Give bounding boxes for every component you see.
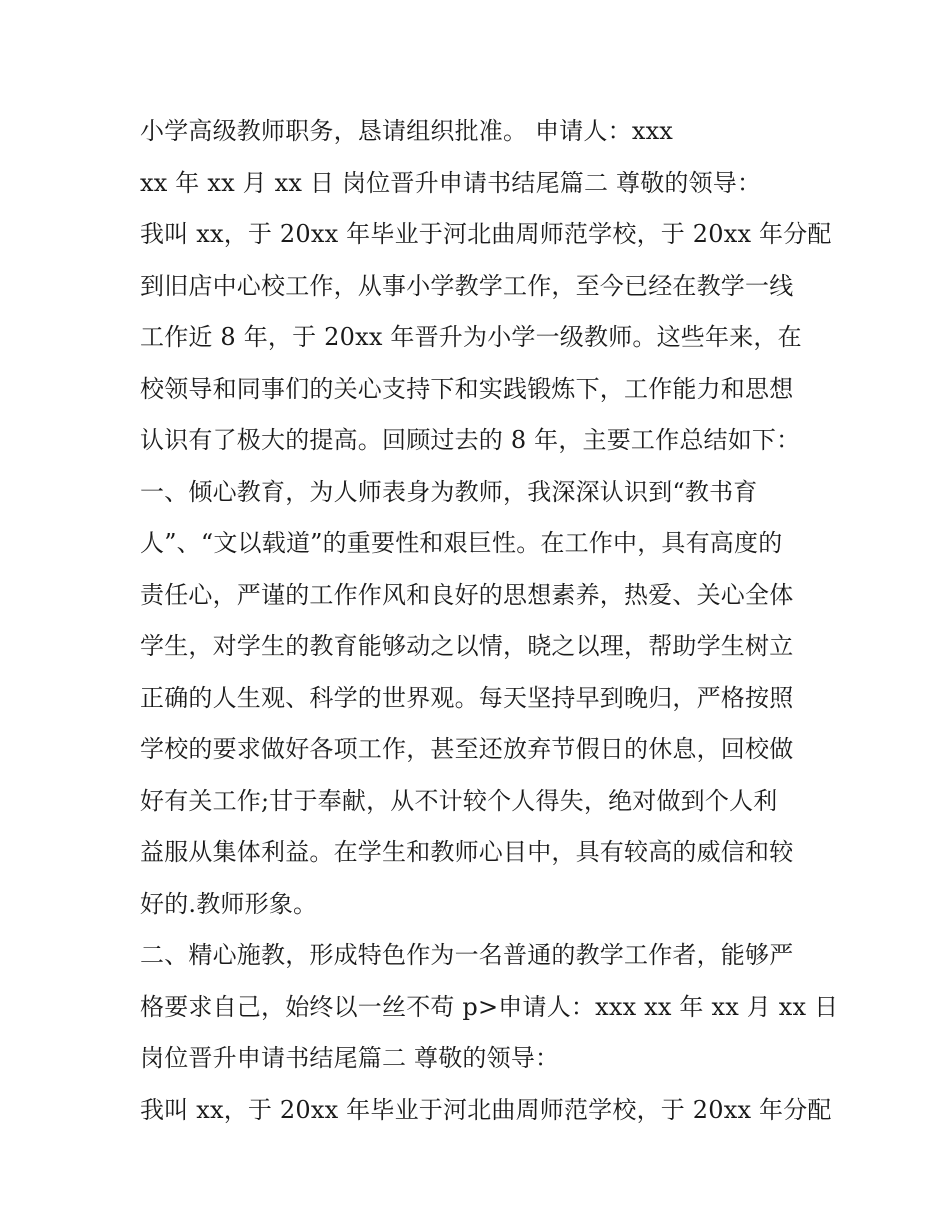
text-line-17: 二、精心施教，形成特色作为一名普通的教学工作者，能够严 xyxy=(140,941,794,969)
text-line-4: 到旧店中心校工作，从事小学教学工作，至今已经在教学一线 xyxy=(140,271,794,300)
text-line-16: 好的.教师形象。 xyxy=(140,889,318,918)
text-line-6: 校领导和同事们的关心支持下和实践锻炼下，工作能力和思想 xyxy=(140,374,794,403)
text-line-1: 小学高级教师职务，恳请组织批准。 申请人：xxx xyxy=(140,117,674,145)
text-line-5: 工作近 8 年，于 20xx 年晋升为小学一级教师。这些年来，在 xyxy=(140,323,802,351)
document-body xyxy=(140,106,839,1136)
text-line-12: 正确的人生观、科学的世界观。每天坚持早到晚归，严格按照 xyxy=(140,683,794,712)
text-line-20: 我叫 xx，于 20xx 年毕业于河北曲周师范学校，于 20xx 年分配 xyxy=(140,1095,832,1124)
text-line-3: 我叫 xx，于 20xx 年毕业于河北曲周师范学校，于 20xx 年分配 xyxy=(140,220,832,248)
text-line-14: 好有关工作;甘于奉献，从不计较个人得失，绝对做到个人利 xyxy=(140,786,778,815)
text-line-11: 学生，对学生的教育能够动之以情，晓之以理，帮助学生树立 xyxy=(140,632,794,660)
text-line-2: xx 年 xx 月 xx 日 岗位晋升申请书结尾篇二 尊敬的领导： xyxy=(140,168,762,197)
text-line-15: 益服从集体利益。在学生和教师心目中，具有较高的威信和较 xyxy=(140,838,794,866)
text-line-10: 责任心，严谨的工作作风和良好的思想素养，热爱、关心全体 xyxy=(140,580,794,609)
text-line-13: 学校的要求做好各项工作，甚至还放弃节假日的休息，回校做 xyxy=(140,735,794,763)
text-line-8: 一、倾心教育，为人师表身为教师，我深深认识到“教书育 xyxy=(140,477,758,506)
text-line-7: 认识有了极大的提高。回顾过去的 8 年，主要工作总结如下： xyxy=(140,426,801,454)
text-line-9: 人”、“文以载道”的重要性和艰巨性。在工作中，具有高度的 xyxy=(140,529,783,557)
text-line-19: 岗位晋升申请书结尾篇二 尊敬的领导： xyxy=(140,1044,560,1072)
text-line-18: 格要求自己，始终以一丝不苟 p>申请人：xxx xx 年 xx 月 xx 日 xyxy=(140,992,839,1021)
